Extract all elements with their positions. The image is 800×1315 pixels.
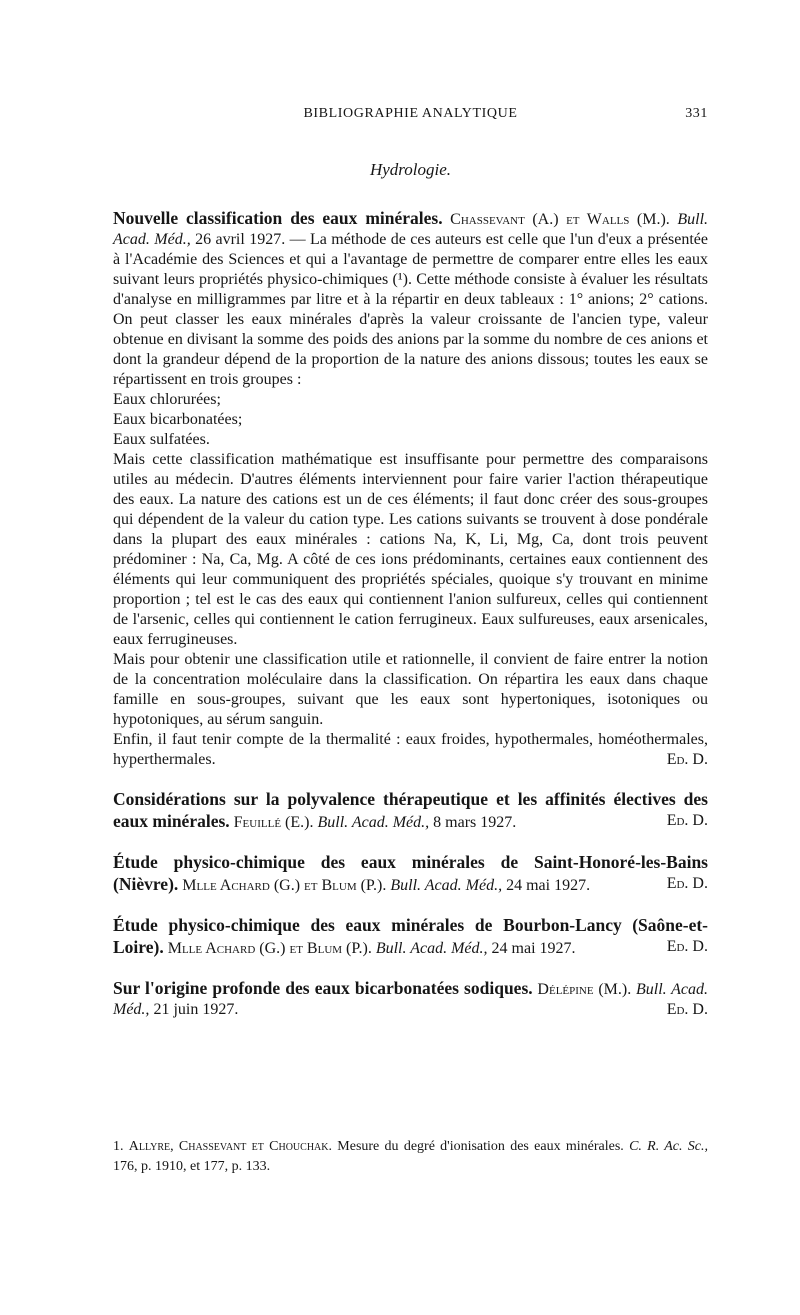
entry-4-citation: Bull. Acad. Méd., <box>375 940 488 957</box>
entry-3-signature: Ed. D. <box>666 875 708 892</box>
page-number: 331 <box>685 106 708 121</box>
footnote <box>113 1137 708 1177</box>
entry-1 <box>113 208 708 770</box>
entry-1-paragraph-3: Mais pour obtenir une classification utile et rationnelle, il convient de faire entrer la notion de la concentration moléculaire dans la classification. On répartira les eaux dans chaque famille en sous-groupes, suivant que les eaux sont hypertoniques, isotoniques ou hypotoniques, au sérum sanguin. <box>113 651 708 728</box>
entry-4 <box>113 915 708 959</box>
entry-1-paragraph-2: Mais cette classification mathématique est insuffisante pour permettre des comparaisons utiles au médecin. D'autres éléments interviennent pour faire varier l'action thérapeutique des eaux. La nature des cations est un de ces éléments; il faut donc créer des sous-groupes qui dépendent de la valeur du cation type. Les cations suivants se trouvent à dose pondérale dans la plupart des eaux minérales : cations Na, K, Li, Mg, Ca, dont trois peuvent prédominer : Na, Ca, Mg. A côté de ces ions prédominants, certaines eaux contiennent des éléments qui leur communiquent des propriétés spéciales, quoique s'y trouvant en minime proportion ; tel est le cas des eaux qui contiennent l'anion sulfureux, celles qui contiennent de l'arsenic, celles qui contiennent le cation ferrugineux. Eaux sulfureuses, eaux arsenicales, eaux ferrugineuses. <box>113 451 708 648</box>
entry-5-main <box>113 978 708 1020</box>
entry-1-date: 26 avril 1927. <box>195 231 286 248</box>
entry-4-main <box>113 915 708 959</box>
entry-3-title: Étude physico-chimique des eaux minérales de Saint-Honoré-les-Bains <box>113 852 708 872</box>
entry-5-date: 21 juin 1927. <box>153 1001 239 1018</box>
entry-3-date: 24 mai 1927. <box>506 877 591 894</box>
list-item: Eaux bicarbonatées; <box>113 411 243 428</box>
entry-4-date: 24 mai 1927. <box>491 940 576 957</box>
entry-4-signature: Ed. D. <box>666 938 708 955</box>
list-item: Eaux sulfatées. <box>113 431 210 448</box>
entry-3-main <box>113 852 708 896</box>
running-title: BIBLIOGRAPHIE ANALYTIQUE <box>303 106 518 121</box>
list-item: Eaux chlorurées; <box>113 391 221 408</box>
entry-2-title: Considérations sur la polyvalence thérapeutique et les affinités électives des eaux minérales. <box>113 789 708 831</box>
entry-5-signature: Ed. D. <box>666 1001 708 1018</box>
footnote-text <box>113 1137 708 1177</box>
section-title: Hydrologie. <box>369 160 452 179</box>
entry-2 <box>113 789 708 833</box>
entry-2-citation: Bull. Acad. Méd., <box>317 814 430 831</box>
entry-3-title-place: (Nièvre). <box>113 874 179 894</box>
entry-1-paragraph: — La méthode de ces auteurs est celle que l'un d'eux a présentée à l'Académie des Sciences et qui a l'avantage de permettre de comparer entre elles les eaux suivant leurs propriétés physico-chimiques (¹). Cette méthode consiste à évaluer les résultats d'analyse en milligrammes par litre et à la répartir en deux tableaux : 1° anions; 2° cations. On peut classer les eaux minérales d'après la valeur croissante de l'ancien type, valeur obtenue en divisant la somme des poids des anions par la somme du nombre de ces anions et dont la grandeur dépend de la proportion de la nature des anions dissous; toutes les eaux se répartissent en trois groupes : <box>113 231 709 388</box>
entry-3-authors: Mlle Achard (G.) et Blum (P.). <box>182 877 387 894</box>
entry-1-authors: Chassevant (A.) et Walls (M.). <box>450 211 670 228</box>
entry-4-title: Étude physico-chimique des eaux minérales de Bourbon-Lancy <box>113 915 622 935</box>
entry-5-authors: Délépine (M.). <box>537 981 632 998</box>
entry-1-main <box>113 208 708 390</box>
entry-1-paragraph-4-text: Enfin, il faut tenir compte de la thermalité : eaux froides, hypothermales, homéothermales, hyperthermales. <box>113 731 708 768</box>
entry-1-title: Nouvelle classification des eaux minérales. <box>113 208 443 228</box>
entry-5-title: Sur l'origine profonde des eaux bicarbonatées sodiques. <box>113 978 533 998</box>
entry-3 <box>113 852 708 896</box>
entry-4-title-place: (Saône-et-Loire). <box>113 915 708 957</box>
entry-4-authors: Mlle Achard (G.) et Blum (P.). <box>167 940 372 957</box>
entry-3-citation: Bull. Acad. Méd., <box>390 877 503 894</box>
footnote-title: Mesure du degré d'ionisation des eaux minérales. <box>337 1139 624 1154</box>
entry-5-citation: Bull. Acad. Méd., <box>113 981 709 1018</box>
article-body <box>113 208 708 1039</box>
entry-1-signature: Ed. D. <box>666 751 708 768</box>
footnote-authors: Allyre, Chassevant et Chouchak. <box>128 1139 332 1154</box>
entry-1-citation: Bull. Acad. Méd., <box>113 211 709 248</box>
entry-1-paragraph-4 <box>113 730 708 770</box>
entry-5 <box>113 978 708 1020</box>
footnote-citation: C. R. Ac. Sc., <box>629 1139 709 1154</box>
entry-2-signature: Ed. D. <box>666 812 708 829</box>
entry-2-main <box>113 789 708 833</box>
footnote-marker: 1. <box>113 1139 124 1154</box>
entry-2-date: 8 mars 1927. <box>433 814 517 831</box>
footnote-refs: 176, p. 1910, et 177, p. 133. <box>113 1159 271 1174</box>
entry-2-authors: Feuillé (E.). <box>233 814 314 831</box>
